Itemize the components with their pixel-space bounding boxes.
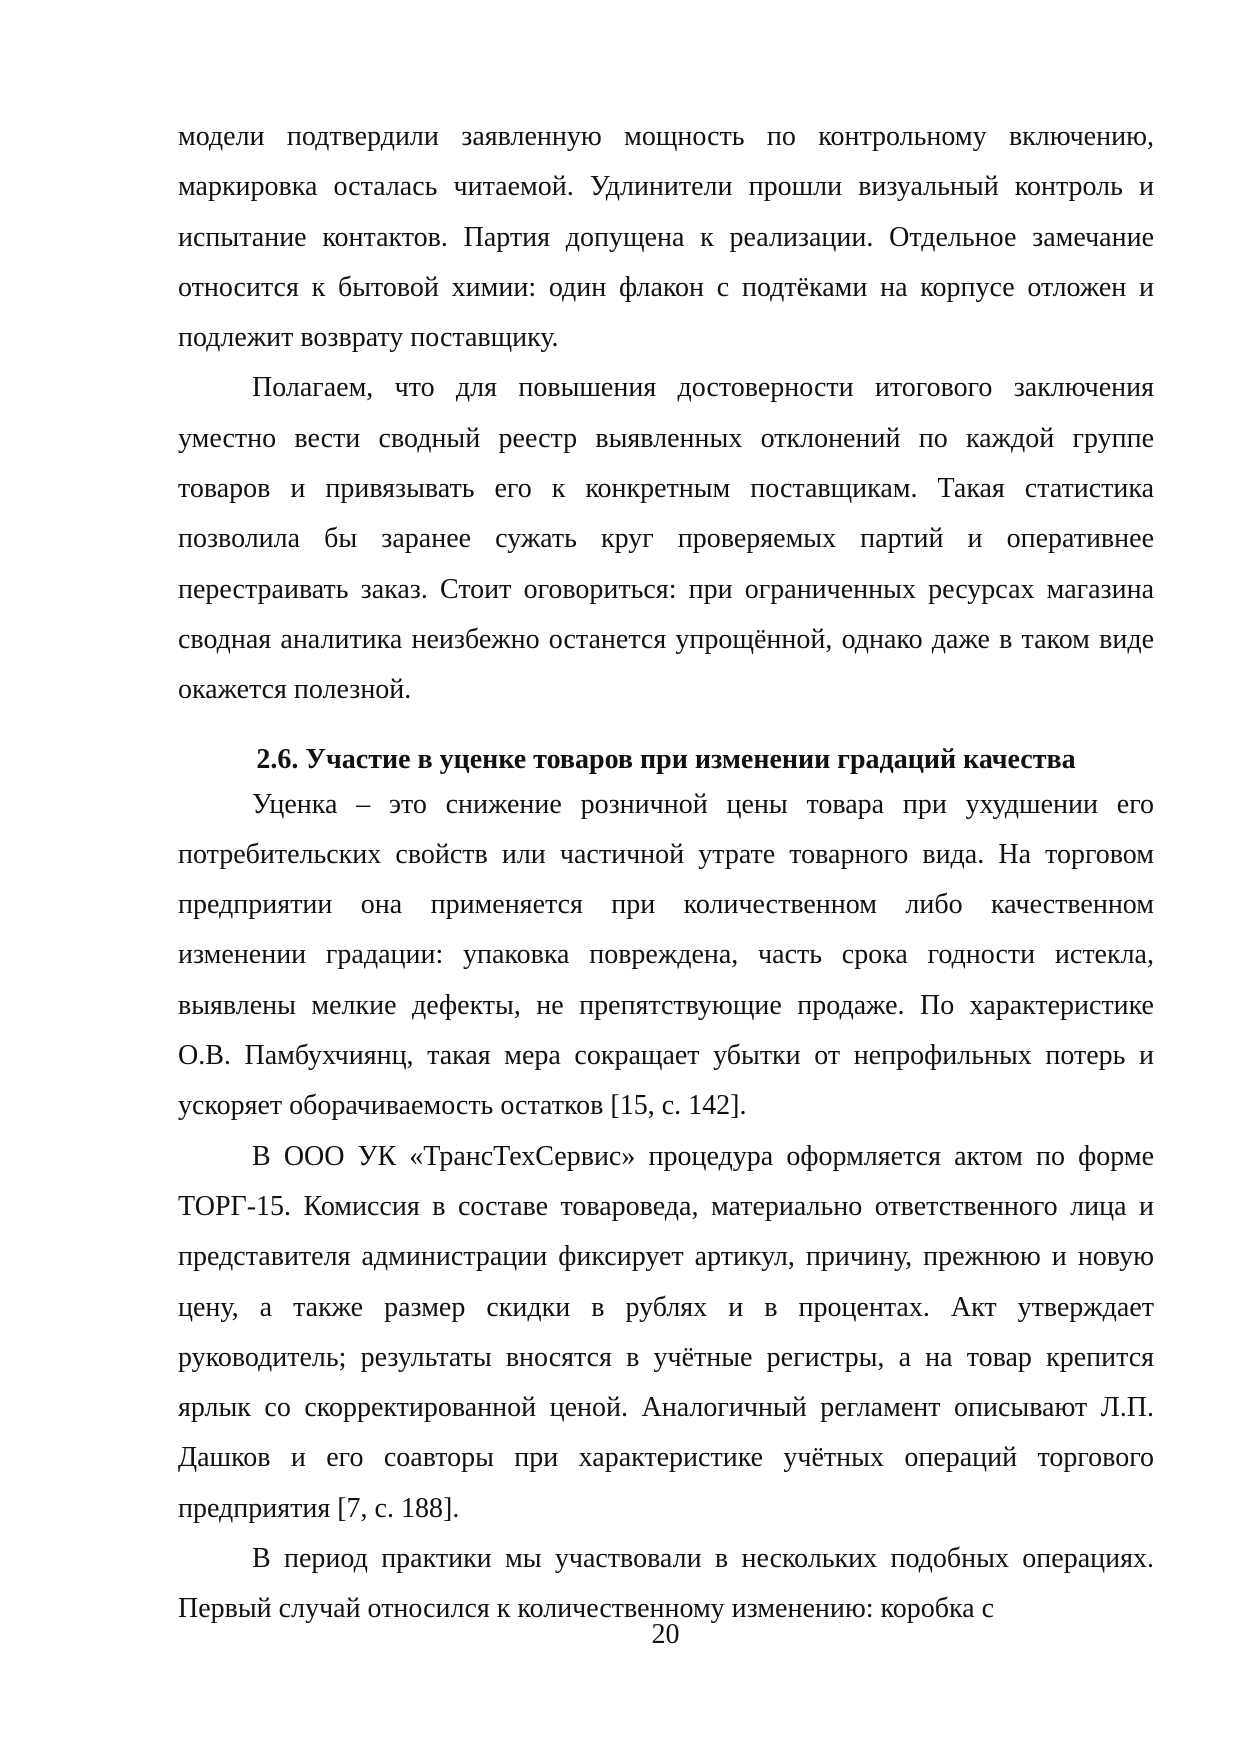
section-heading: 2.6. Участие в уценке товаров при изменении градаций качества (256, 743, 1076, 775)
paragraph-registry-proposal: Полагаем, что для повышения достоверности итогового заключения уместно вести сводный реестр выявленных отклонений по каждой группе товаров и привязывать его к конкретным поставщикам. Такая статистика позволила бы заранее сужать круг проверяемых партий и оперативнее перестраивать заказ. Стоит оговориться: при ограниченных ресурсах магазина сводная аналитика неизбежно останется упрощённой, однако даже в таком виде окажется полезной. (178, 372, 1154, 706)
paragraph-continuation: модели подтвердили заявленную мощность по контрольному включению, маркировка осталась читаемой. Удлинители прошли визуальный контроль и испытание контактов. Партия допущена к реализации. Отдельное замечание относится к бытовой химии: один флакон с подтёками на корпусе отложен и подлежит возврату поставщику. (178, 121, 1154, 354)
paragraph-procedure: В ООО УК «ТрансТехСервис» процедура оформляется актом по форме ТОРГ-15. Комиссия в составе товароведа, материально ответственного лица и представителя администрации фиксирует артикул, причину, прежнюю и новую цену, а также размер скидки в рублях и в процентах. Акт утверждает руководитель; результаты вносятся в учётные регистры, а на товар крепится ярлык со скорректированной ценой. Аналогичный регламент описывают Л.П. Дашков и его соавторы при характеристике учётных операций торгового предприятия [7, с. 188]. (178, 1140, 1154, 1524)
page-number: 20 (651, 1619, 680, 1650)
paragraph-markdown-definition: Уценка – это снижение розничной цены товара при ухудшении его потребительских свойств или частичной утрате товарного вида. На торговом предприятии она применяется при количественном либо качественном изменении градации: упаковка повреждена, часть срока годности истекла, выявлены мелкие дефекты, не препятствующие продаже. По характеристике О.В. Памбухчиянц, такая мера сокращает убытки от непрофильных потерь и ускоряет оборачиваемость остатков [15, с. 142]. (178, 788, 1154, 1122)
body-text (178, 112, 1154, 1635)
paragraph-practice: В период практики мы участвовали в нескольких подобных операциях. Первый случай относился к количественному изменению: коробка с (178, 1543, 1154, 1625)
